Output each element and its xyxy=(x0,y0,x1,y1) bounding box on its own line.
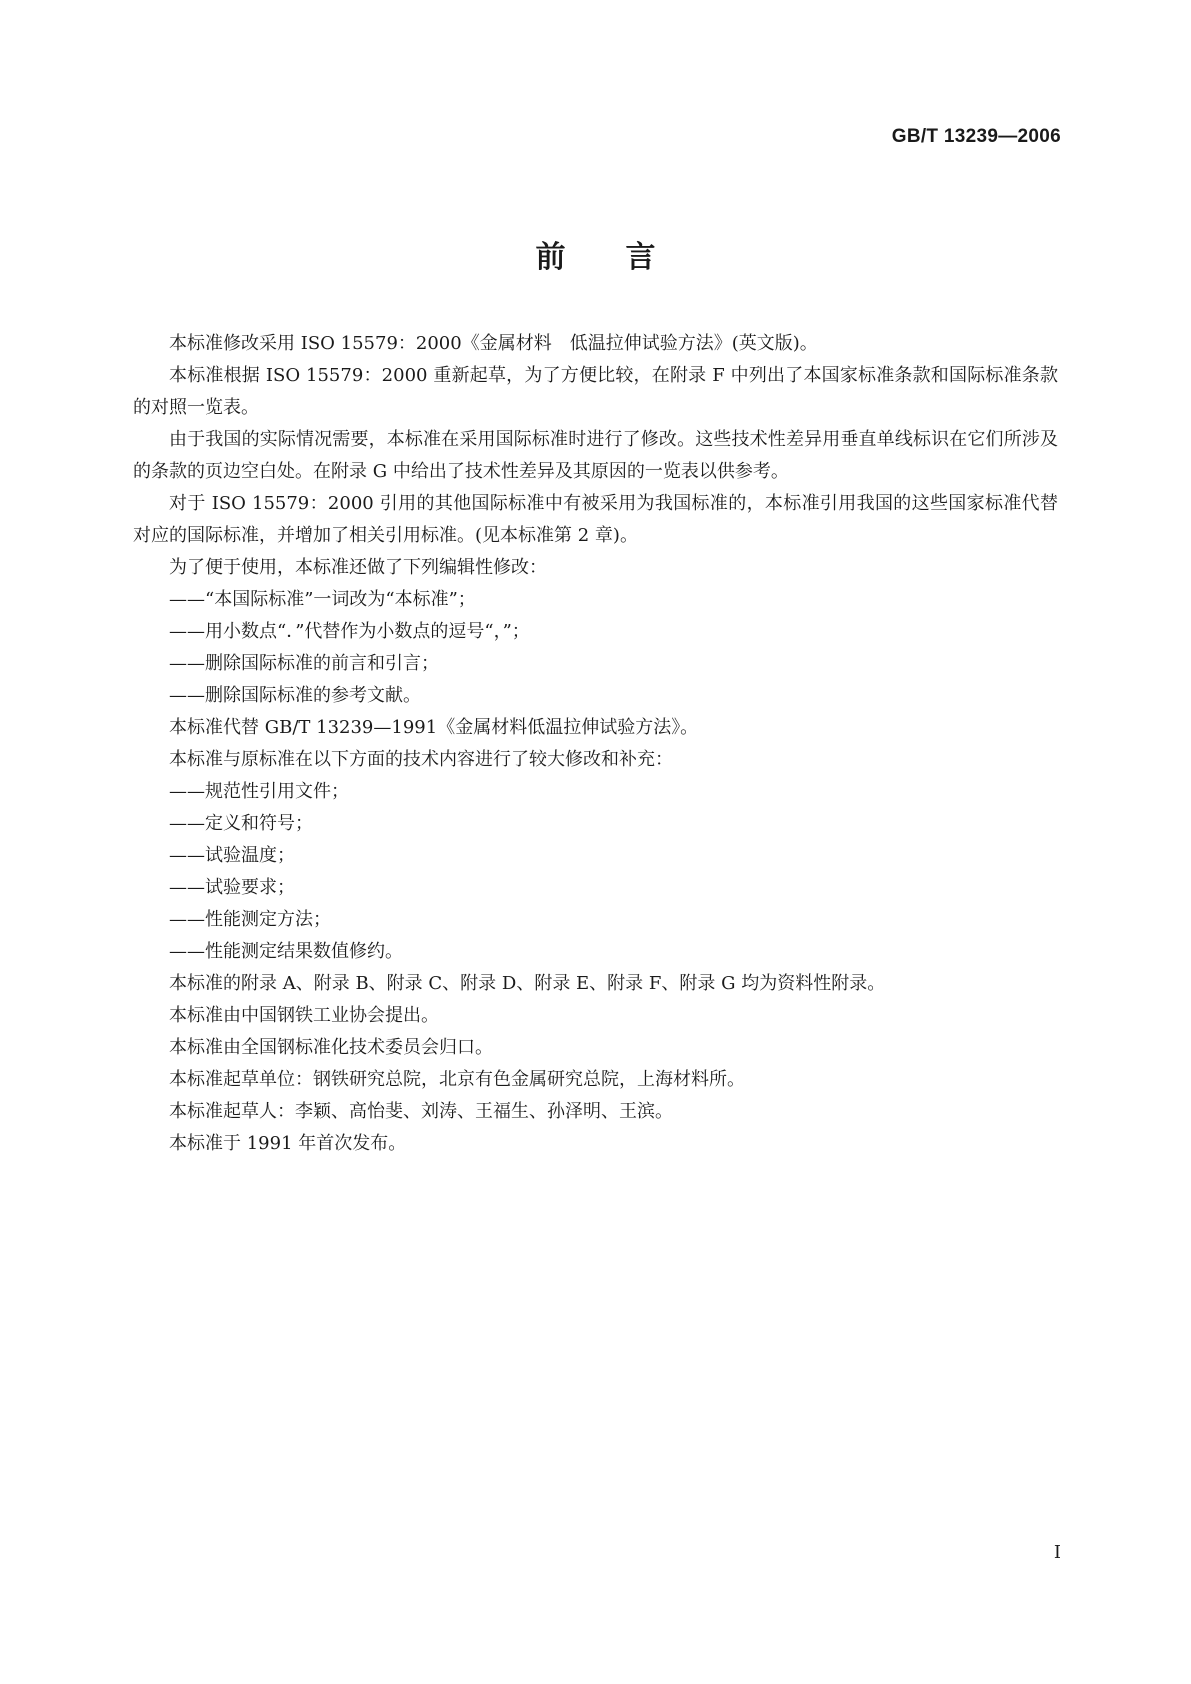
list-item: ——试验要求； xyxy=(169,877,295,898)
paragraph-editorial-intro: 为了便于使用，本标准还做了下列编辑性修改： xyxy=(169,557,547,578)
paragraph-adoption: 本标准修改采用 ISO 15579：2000《金属材料 低温拉伸试验方法》(英文版)。 xyxy=(169,333,818,354)
list-item: ——删除国际标准的参考文献。 xyxy=(169,685,421,706)
list-item: ——定义和符号； xyxy=(169,813,313,834)
paragraph-drafters: 本标准起草人：李颖、高怡斐、刘涛、王福生、孙泽明、王滨。 xyxy=(169,1101,673,1122)
list-item: ——性能测定方法； xyxy=(169,909,331,930)
paragraph-replaces: 本标准代替 GB/T 13239—1991《金属材料低温拉伸试验方法》。 xyxy=(169,717,699,738)
list-item: ——“本国际标准”一词改为“本标准”； xyxy=(169,589,476,610)
paragraph-drafting-units: 本标准起草单位：钢铁研究总院，北京有色金属研究总院，上海材料所。 xyxy=(169,1069,745,1090)
list-item: ——删除国际标准的前言和引言； xyxy=(169,653,439,674)
standard-code: GB/T 13239—2006 xyxy=(891,126,1061,147)
paragraph-proposed-by: 本标准由中国钢铁工业协会提出。 xyxy=(169,1005,439,1026)
page-number: I xyxy=(1053,1542,1061,1563)
list-item: ——规范性引用文件； xyxy=(169,781,349,802)
list-item: ——性能测定结果数值修约。 xyxy=(169,941,403,962)
paragraph-first-published: 本标准于 1991 年首次发布。 xyxy=(169,1133,407,1154)
foreword-body xyxy=(133,328,1058,1160)
paragraph-centralized-by: 本标准由全国钢标准化技术委员会归口。 xyxy=(169,1037,493,1058)
paragraph-modifications: 由于我国的实际情况需要，本标准在采用国际标准时进行了修改。这些技术性差异用垂直单线标识在它们所涉及的条款的页边空白处。在附录 G 中给出了技术性差异及其原因的一览表以供参考。 xyxy=(133,429,1058,482)
list-item: ——用小数点“．”代替作为小数点的逗号“，”； xyxy=(169,621,530,642)
paragraph-redrafting: 本标准根据 ISO 15579：2000 重新起草，为了方便比较，在附录 F 中列出了本国家标准条款和国际标准条款的对照一览表。 xyxy=(133,365,1058,418)
paragraph-referenced-standards: 对于 ISO 15579：2000 引用的其他国际标准中有被采用为我国标准的，本标准引用我国的这些国家标准代替对应的国际标准，并增加了相关引用标准。(见本标准第 2 章)。 xyxy=(133,493,1058,546)
paragraph-annexes: 本标准的附录 A、附录 B、附录 C、附录 D、附录 E、附录 F、附录 G 均为资料性附录。 xyxy=(169,973,886,994)
page-title: 前言 xyxy=(535,240,716,275)
list-item: ——试验温度； xyxy=(169,845,295,866)
paragraph-changes-intro: 本标准与原标准在以下方面的技术内容进行了较大修改和补充： xyxy=(169,749,673,770)
